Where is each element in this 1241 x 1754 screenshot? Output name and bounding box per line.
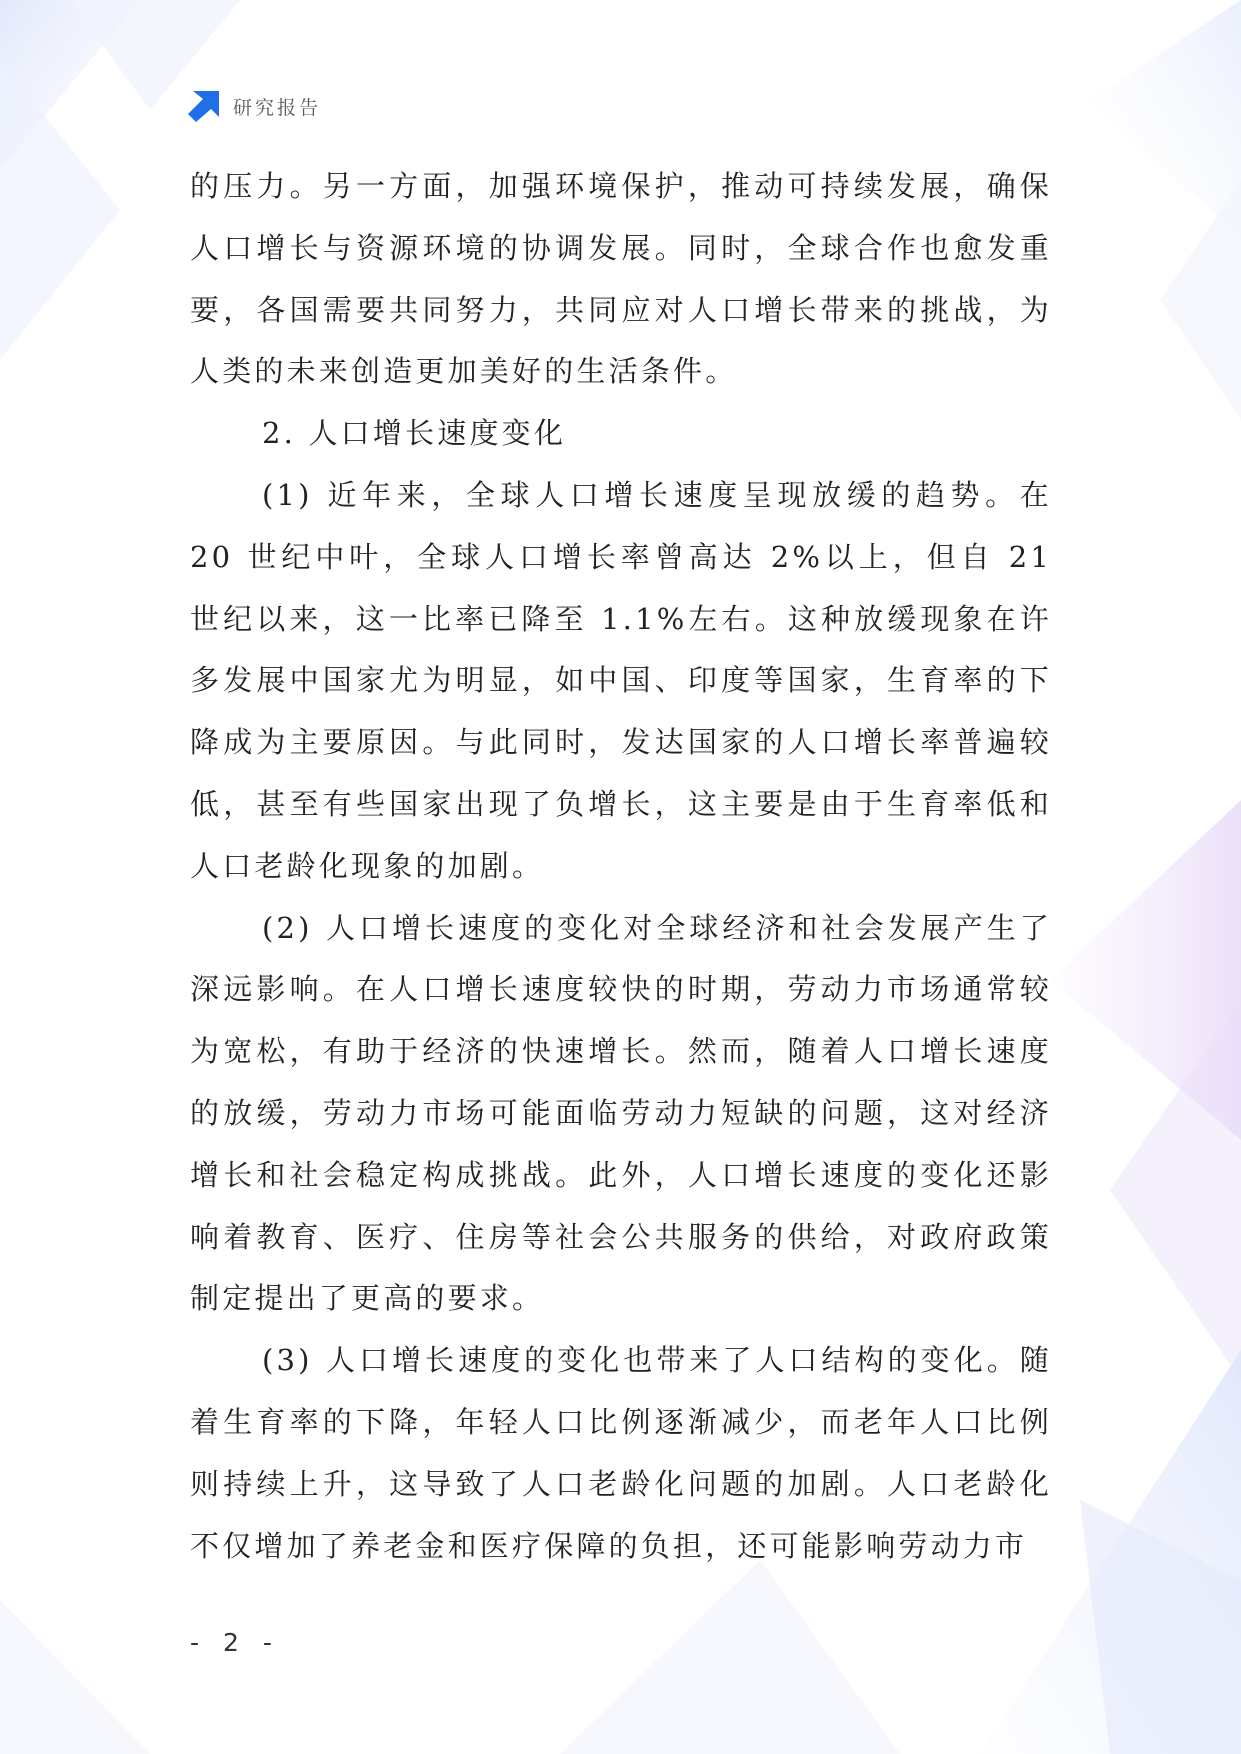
paragraph-1: (1) 近年来，全球人口增长速度呈现放缓的趋势。在 20 世纪中叶，全球人口增长率曾高达 2%以上，但自 21 世纪以来，这一比率已降至 1.1%左右。这种放缓现象在许多发展中国家尤为明显，如中国、印度等国家，生育率的下降成为主要原因。与此同时，发达国家的人口增长率普遍较低，甚至有些国家出现了负增长，这主要是由于生育率低和人口老龄化现象的加剧。 — [190, 477, 1052, 883]
paragraph-2: (2) 人口增长速度的变化对全球经济和社会发展产生了深远影响。在人口增长速度较快的时期，劳动力市场通常较为宽松，有助于经济的快速增长。然而，随着人口增长速度的放缓，劳动力市场可能面临劳动力短缺的问题，这对经济增长和社会稳定构成挑战。此外，人口增长速度的变化还影响着教育、医疗、住房等社会公共服务的供给，对政府政策制定提出了更高的要求。 — [190, 910, 1052, 1316]
arrow-up-right-icon — [187, 89, 221, 123]
report-header — [187, 88, 321, 124]
section-heading: 2. 人口增长速度变化 — [262, 416, 567, 451]
header-title: 研究报告 — [233, 96, 322, 119]
paragraph-intro: 的压力。另一方面，加强环境保护，推动可持续发展，确保人口增长与资源环境的协调发展。同时，全球合作也愈发重要，各国需要共同努力，共同应对人口增长带来的挑战，为人类的未来创造更加美好的生活条件。 — [190, 169, 1052, 389]
paragraph-3: (3) 人口增长速度的变化也带来了人口结构的变化。随着生育率的下降，年轻人口比例逐渐减少，而老年人口比例则持续上升，这导致了人口老龄化问题的加剧。人口老龄化不仅增加了养老金和医疗保障的负担，还可能影响劳动力市 — [190, 1343, 1052, 1563]
document-body — [190, 156, 1052, 1577]
page-number: - 2 - — [190, 1628, 280, 1657]
